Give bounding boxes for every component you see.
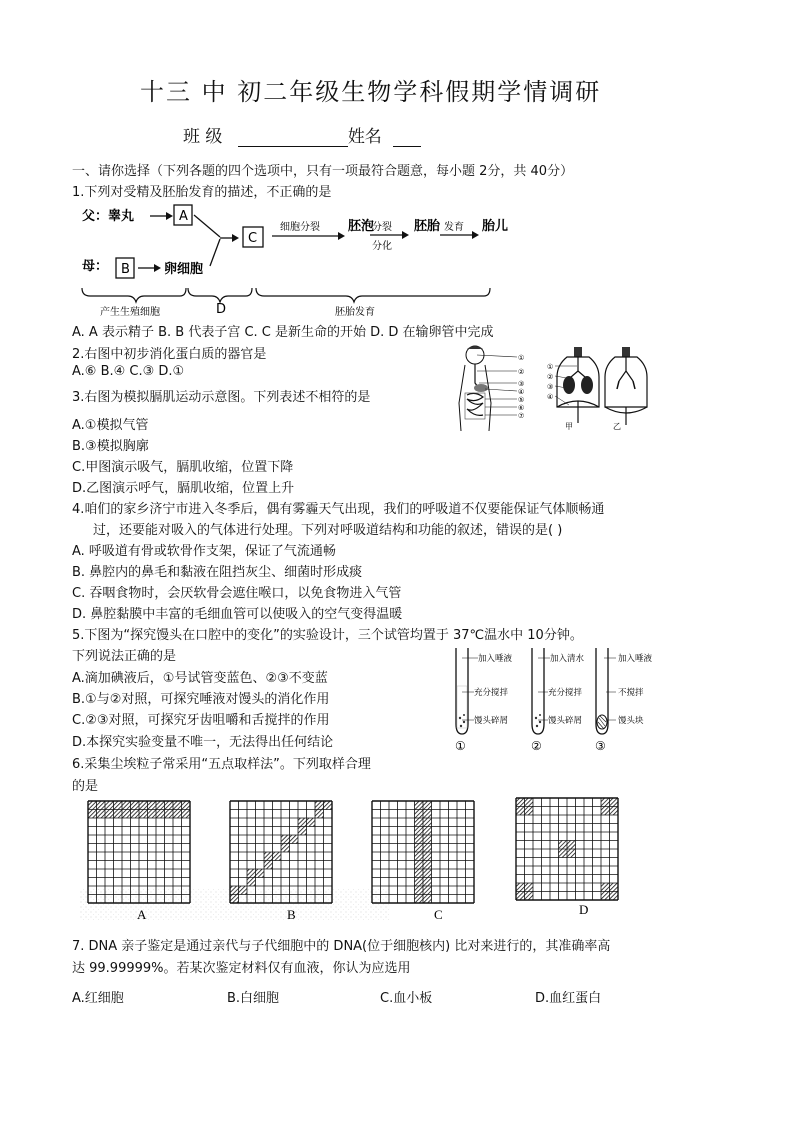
svg-text:充分搅拌: 充分搅拌	[474, 688, 509, 698]
diaphragm-model-figure	[543, 343, 653, 433]
svg-text:③: ③	[595, 739, 606, 753]
shaded-cell	[273, 852, 282, 861]
grid-label-a: A	[137, 907, 147, 922]
shaded-cell	[516, 798, 525, 807]
differentiate-label: 分化	[372, 241, 392, 252]
grid-label-d: D	[579, 902, 589, 917]
tube-3	[595, 648, 653, 753]
svg-text:②: ②	[531, 739, 542, 753]
shaded-cell	[423, 886, 432, 895]
q7-stem-line1: 7. DNA 亲子鉴定是通过亲代与子代细胞中的 DNA(位于细胞核内) 比对来进行的，其准确率高	[72, 939, 611, 954]
grid-label-b: B	[287, 907, 296, 922]
shaded-cell	[247, 869, 256, 878]
q6-stem-line1: 6.采集尘埃粒子常采用“五点取样法”。下列取样合理	[72, 757, 371, 772]
q3-option-d: D.乙图演示呼气，膈肌收缩，位置上升	[72, 481, 295, 496]
q4-option-c: C. 吞咽食物时，会厌软骨会遮住喉口，以免食物进入气管	[72, 586, 402, 601]
svg-text:加入清水: 加入清水	[550, 654, 585, 664]
name-blank[interactable]	[393, 132, 421, 147]
shaded-cell	[610, 798, 619, 807]
fig-label-jia: 甲	[565, 422, 573, 431]
shaded-cell	[290, 835, 299, 844]
shaded-cell	[525, 798, 534, 807]
shaded-cell	[281, 844, 290, 853]
shaded-cell	[516, 883, 525, 892]
shaded-cell	[239, 886, 248, 895]
shaded-cell	[315, 801, 324, 810]
shaded-cell	[114, 801, 123, 810]
shaded-cell	[105, 810, 114, 819]
grid-d	[516, 798, 618, 900]
q5-stem-line2: 下列说法正确的是	[72, 649, 177, 664]
fig-label-yi: 乙	[613, 422, 621, 431]
svg-text:加入唾液: 加入唾液	[618, 654, 653, 664]
q7-option-d: D.血红蛋白	[535, 991, 602, 1006]
brace-right-label: 胚胎发育	[335, 307, 375, 318]
svg-text:⑦: ⑦	[518, 412, 525, 420]
shaded-cell	[423, 844, 432, 853]
shaded-cell	[415, 801, 424, 810]
brace-mid-label: D	[216, 302, 227, 317]
svg-text:⑥: ⑥	[518, 404, 525, 412]
q4-option-a: A. 呼吸道有骨或软骨作支架，保证了气流通畅	[72, 544, 336, 559]
svg-text:③: ③	[518, 380, 525, 388]
class-label: 班 级	[183, 127, 223, 147]
svg-text:①: ①	[547, 363, 554, 371]
shaded-cell	[88, 810, 97, 819]
shaded-cell	[156, 801, 165, 810]
shaded-cell	[148, 810, 157, 819]
q3-option-c: C.甲图演示吸气，膈肌收缩，位置下降	[72, 460, 294, 475]
shaded-cell	[423, 869, 432, 878]
shaded-cell	[298, 827, 307, 836]
shaded-cell	[559, 841, 568, 850]
shaded-cell	[423, 801, 432, 810]
cell-division-label: 细胞分裂	[280, 222, 320, 233]
shaded-cell	[516, 892, 525, 901]
grid-a	[88, 801, 190, 903]
shaded-cell	[139, 810, 148, 819]
split-label: 分裂	[372, 222, 392, 233]
q5-option-c: C.②③对照，可探究牙齿咀嚼和舌搅拌的作用	[72, 713, 330, 728]
shaded-cell	[610, 883, 619, 892]
svg-text:④: ④	[547, 393, 554, 401]
q1-options: A. A 表示精子 B. B 代表子宫 C. C 是新生命的开始 D. D 在输卵管中完成	[72, 325, 494, 340]
fertilization-diagram	[80, 200, 509, 320]
mother-label: 母：	[82, 259, 109, 274]
q7-option-a: A.红细胞	[72, 991, 124, 1006]
q4-option-b: B. 鼻腔内的鼻毛和黏液在阻挡灰尘、细菌时形成痰	[72, 565, 363, 580]
shaded-cell	[423, 835, 432, 844]
shaded-cell	[247, 878, 256, 887]
shaded-cell	[148, 801, 157, 810]
shaded-cell	[423, 827, 432, 836]
q3-option-a: A.①模拟气管	[72, 418, 149, 433]
q7-option-b: B.白细胞	[227, 991, 280, 1006]
section-heading: 一、请你选择（下列各题的四个选项中，只有一项最符合题意，每小题 2分，共 40分）	[72, 164, 574, 179]
egg-label: 卵细胞	[164, 262, 204, 277]
shaded-cell	[601, 807, 610, 816]
shaded-cell	[423, 818, 432, 827]
box-a: A	[179, 209, 188, 224]
shaded-cell	[139, 801, 148, 810]
q1-stem: 1.下列对受精及胚胎发育的描述，不正确的是	[72, 185, 332, 200]
shaded-cell	[423, 810, 432, 819]
svg-text:②: ②	[547, 373, 554, 381]
shaded-cell	[105, 801, 114, 810]
shaded-cell	[415, 869, 424, 878]
shaded-cell	[415, 810, 424, 819]
page-title: 十三 中 初二年级生物学科假期学情调研	[140, 78, 602, 106]
shaded-cell	[256, 869, 265, 878]
shaded-cell	[415, 886, 424, 895]
svg-text:④: ④	[518, 388, 525, 396]
shaded-cell	[415, 835, 424, 844]
shaded-cell	[307, 818, 316, 827]
embryo-label: 胚胎	[414, 219, 441, 234]
svg-text:③: ③	[547, 383, 554, 391]
shaded-cell	[264, 852, 273, 861]
shaded-cell	[423, 852, 432, 861]
q5-option-d: D.本探究实验变量不唯一，无法得出任何结论	[72, 735, 334, 750]
svg-text:①: ①	[518, 354, 525, 362]
name-label: 姓名	[347, 127, 382, 147]
class-blank[interactable]	[238, 132, 348, 147]
box-b: B	[121, 262, 130, 277]
sampling-grids	[80, 796, 690, 924]
q2-stem: 2.右图中初步消化蛋白质的器官是	[72, 347, 267, 362]
shaded-cell	[525, 883, 534, 892]
shaded-cell	[601, 892, 610, 901]
shaded-cell	[415, 827, 424, 836]
shaded-cell	[165, 801, 174, 810]
blastocyst-label: 胚泡	[348, 219, 375, 234]
shaded-cell	[173, 810, 182, 819]
shaded-cell	[173, 801, 182, 810]
shaded-cell	[264, 861, 273, 870]
grid-label-c: C	[434, 907, 443, 922]
brace-left-label: 产生生殖细胞	[100, 307, 160, 318]
q7-stem-line2: 达 99.99999%。若某次鉴定材料仅有血液，你认为应选用	[72, 961, 411, 976]
shaded-cell	[610, 892, 619, 901]
q5-option-b: B.①与②对照，可探究唾液对馒头的消化作用	[72, 692, 330, 707]
shaded-cell	[516, 807, 525, 816]
tube-1	[455, 648, 513, 753]
shaded-cell	[182, 810, 191, 819]
shaded-cell	[114, 810, 123, 819]
shaded-cell	[165, 810, 174, 819]
box-c: C	[248, 231, 258, 246]
shaded-cell	[230, 895, 239, 904]
q3-stem: 3.右图为模拟膈肌运动示意图。下列表述不相符的是	[72, 390, 371, 405]
shaded-cell	[131, 810, 140, 819]
svg-text:⑤: ⑤	[518, 396, 525, 404]
shaded-cell	[97, 801, 106, 810]
svg-text:馒头碎屑: 馒头碎屑	[548, 716, 583, 726]
shaded-cell	[567, 849, 576, 858]
shaded-cell	[525, 892, 534, 901]
q4-stem-line1: 4.咱们的家乡济宁市进入冬季后，偶有雾霾天气出现，我们的呼吸道不仅要能保证气体顺畅通	[72, 502, 605, 517]
shaded-cell	[415, 852, 424, 861]
shaded-cell	[315, 810, 324, 819]
shaded-cell	[423, 878, 432, 887]
shaded-cell	[298, 818, 307, 827]
svg-text:充分搅拌: 充分搅拌	[548, 688, 583, 698]
shaded-cell	[525, 807, 534, 816]
shaded-cell	[415, 895, 424, 904]
shaded-cell	[230, 886, 239, 895]
svg-text:①: ①	[455, 739, 466, 753]
shaded-cell	[559, 849, 568, 858]
shaded-cell	[88, 801, 97, 810]
q2-options: A.⑥ B.④ C.③ D.①	[72, 364, 185, 379]
shaded-cell	[182, 801, 191, 810]
develop-label: 发育	[444, 222, 464, 233]
shaded-cell	[423, 861, 432, 870]
q4-option-d: D. 鼻腔黏膜中丰富的毛细血管可以使吸入的空气变得温暖	[72, 607, 403, 622]
shaded-cell	[415, 861, 424, 870]
class-name-row	[183, 122, 421, 147]
shaded-cell	[423, 895, 432, 904]
shaded-cell	[415, 878, 424, 887]
shaded-cell	[601, 883, 610, 892]
q5-stem-line1: 5.下图为“探究馒头在口腔中的变化”的实验设计，三个试管均置于 37℃温水中 10分钟。	[72, 628, 583, 643]
shaded-cell	[324, 801, 333, 810]
shaded-cell	[567, 841, 576, 850]
svg-text:馒头碎屑: 馒头碎屑	[474, 716, 509, 726]
shaded-cell	[610, 807, 619, 816]
fetus-label: 胎儿	[482, 219, 509, 234]
digestive-system-figure	[455, 343, 545, 433]
q4-stem-line2: 过，还要能对吸入的气体进行处理。下列对呼吸道结构和功能的叙述，错误的是( )	[93, 523, 563, 538]
svg-text:加入唾液: 加入唾液	[478, 654, 513, 664]
svg-text:②: ②	[518, 368, 525, 376]
q7-option-c: C.血小板	[380, 991, 433, 1006]
q3-option-b: B.③模拟胸廓	[72, 439, 149, 454]
shaded-cell	[122, 801, 131, 810]
shaded-cell	[415, 844, 424, 853]
father-label: 父：睾丸	[82, 209, 135, 224]
shaded-cell	[131, 801, 140, 810]
svg-text:馒头块: 馒头块	[618, 716, 644, 726]
tube-2	[531, 648, 585, 753]
shaded-cell	[601, 798, 610, 807]
shaded-cell	[97, 810, 106, 819]
shaded-cell	[156, 810, 165, 819]
grid-c	[372, 801, 474, 903]
shaded-cell	[122, 810, 131, 819]
q6-stem-line2: 的是	[72, 779, 99, 794]
svg-text:不搅拌: 不搅拌	[618, 688, 644, 698]
q5-option-a: A.滴加碘液后，①号试管变蓝色、②③不变蓝	[72, 671, 328, 686]
shaded-cell	[281, 835, 290, 844]
shaded-cell	[415, 818, 424, 827]
grid-b	[230, 801, 332, 903]
test-tubes-figure	[448, 646, 688, 754]
